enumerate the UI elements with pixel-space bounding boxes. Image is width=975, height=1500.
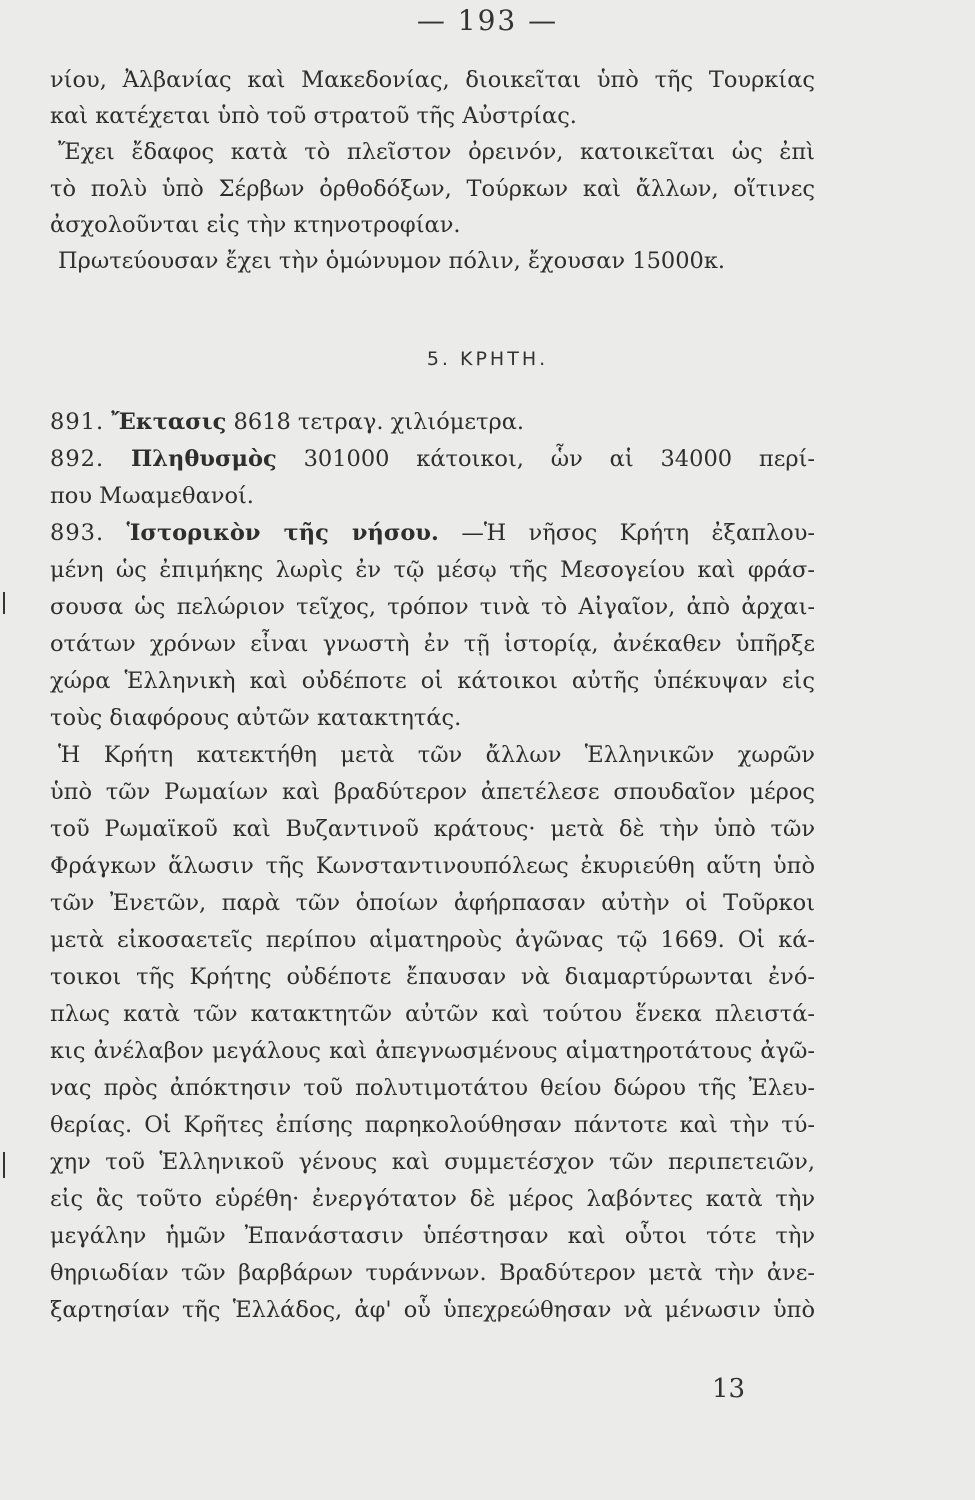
item-number: 891. [50,409,105,435]
page-edge-mark [3,1152,5,1178]
text-line: ξαρτησίαν τῆς Ἑλλάδος, ἀφ' οὗ ὑπεχρεώθησαν νὰ μένωσιν ὑπὸ [50,1297,815,1323]
item-number: 892. [50,446,105,472]
text-line: θερίας. Οἱ Κρῆτες ἐπίσης παρηκολούθησαν πάντοτε καὶ τὴν τύ- [50,1112,815,1138]
item-label: Ἔκτασις [111,409,227,435]
text-line: τὸ πολὺ ὑπὸ Σέρβων ὀρθοδόξων, Τούρκων καὶ ἄλλων, οἵτινες [50,175,815,202]
page-number: — 193 — [416,4,559,37]
text-line: πλως κατὰ τῶν κατακτητῶν αὐτῶν καὶ τούτου ἕνεκα πλειστά- [50,1001,815,1027]
text-line: κις ἀνέλαβον μεγάλους καὶ ἀπεγνωσμένους αἱματηροτάτους ἀγῶ- [50,1038,815,1064]
text-line: νας πρὸς ἀπόκτησιν τοῦ πολυτιμοτάτου θείου δώρου τῆς Ἐλευ- [50,1075,815,1101]
text-line: Φράγκων ἅλωσιν τῆς Κωνσταντινουπόλεως ἐκυριεύθη αὕτη ὑπὸ [50,853,815,879]
page-edge-mark [3,592,5,614]
text-line: τοὺς διαφόρους αὐτῶν κατακτητάς. [50,705,462,731]
text-line: εἰς ἃς τοῦτο εὑρέθη· ἐνεργότατον δὲ μέρος λαβόντες κατὰ τὴν [50,1186,815,1212]
text-line: χώρα Ἑλληνικὴ καὶ οὐδέποτε οἱ κάτοικοι αὐτῆς ὑπέκυψαν εἰς [50,668,815,694]
text-line: τοῦ Ρωμαϊκοῦ καὶ Βυζαντινοῦ κράτους· μετὰ δὲ τὴν ὑπὸ τῶν [50,816,815,842]
text-line: οτάτων χρόνων εἶναι γνωστὴ ἐν τῇ ἱστορίᾳ, ἀνέκαθεν ὑπῆρξε [50,631,815,657]
text-line: καὶ κατέχεται ὑπὸ τοῦ στρατοῦ τῆς Αὐστρίας. [50,103,577,130]
text-line: Πρωτεύουσαν ἔχει τὴν ὁμώνυμον πόλιν, ἔχουσαν 15000κ. [58,247,726,274]
text-line: τοικοι τῆς Κρήτης οὐδέποτε ἔπαυσαν νὰ διαμαρτύρωνται ἐνό- [50,964,815,990]
text-line: χην τοῦ Ἑλληνικοῦ γένους καὶ συμμετέσχον τῶν περιπετειῶν, [50,1149,815,1175]
text-line: θηριωδίαν τῶν βαρβάρων τυράννων. Βραδύτερον μετὰ τὴν ἀνε- [50,1260,815,1286]
text-line: νίου, Ἀλβανίας καὶ Μακεδονίας, διοικεῖται ὑπὸ τῆς Τουρκίας [50,67,815,93]
text-line: μεγάλην ἡμῶν Ἐπανάστασιν ὑπέστησαν καὶ οὗτοι τότε τὴν [50,1223,815,1249]
item-893 [50,515,815,552]
text-line: σουσα ὡς πελώριον τεῖχος, τρόπον τινὰ τὸ Αἰγαῖον, ἀπὸ ἀρχαι- [50,594,815,620]
item-label: Πληθυσμὸς [130,446,277,472]
item-891 [50,404,815,441]
item-label: Ἱστορικὸν τῆς νήσου. [126,520,439,546]
item-text: —Ἡ νῆσος Κρήτη ἐξαπλου- [461,520,815,546]
text-line: ἀσχολοῦνται εἰς τὴν κτηνοτροφίαν. [50,211,461,238]
section-title: 5. ΚΡΗΤΗ. [426,348,549,370]
item-892 [50,441,815,478]
text-line: Ἡ Κρήτη κατεκτήθη μετὰ τῶν ἄλλων Ἑλληνικῶν χωρῶν [58,742,815,768]
text-line: Ἔχει ἔδαφος κατὰ τὸ πλεῖστον ὀρεινόν, κατοικεῖται ὡς ἐπὶ [58,139,815,166]
paragraph-bosnia [50,62,815,279]
text-line: μένη ὡς ἐπιμήκης λωρὶς ἐν τῷ μέσῳ τῆς Μεσογείου καὶ φράσ- [50,557,815,583]
item-number: 893. [50,520,105,546]
text-line: μετὰ εἰκοσαετεῖς περίπου αἱματηροὺς ἀγῶνας τῷ 1669. Οἱ κά- [50,927,815,953]
section-crete [50,404,815,1329]
text-line: ὑπὸ τῶν Ρωμαίων καὶ βραδύτερον ἀπετέλεσε σπουδαῖον μέρος [50,779,815,805]
item-text: 8618 τετραγ. χιλιόμετρα. [233,409,525,435]
item-text: 301000 κάτοικοι, ὧν αἱ 34000 περί- [303,446,815,472]
signature-mark: 13 [712,1374,746,1404]
text-line: τῶν Ἐνετῶν, παρὰ τῶν ὁποίων ἀφήρπασαν αὐτὴν οἱ Τοῦρκοι [50,890,815,916]
text-line: που Μωαμεθανοί. [50,483,254,509]
